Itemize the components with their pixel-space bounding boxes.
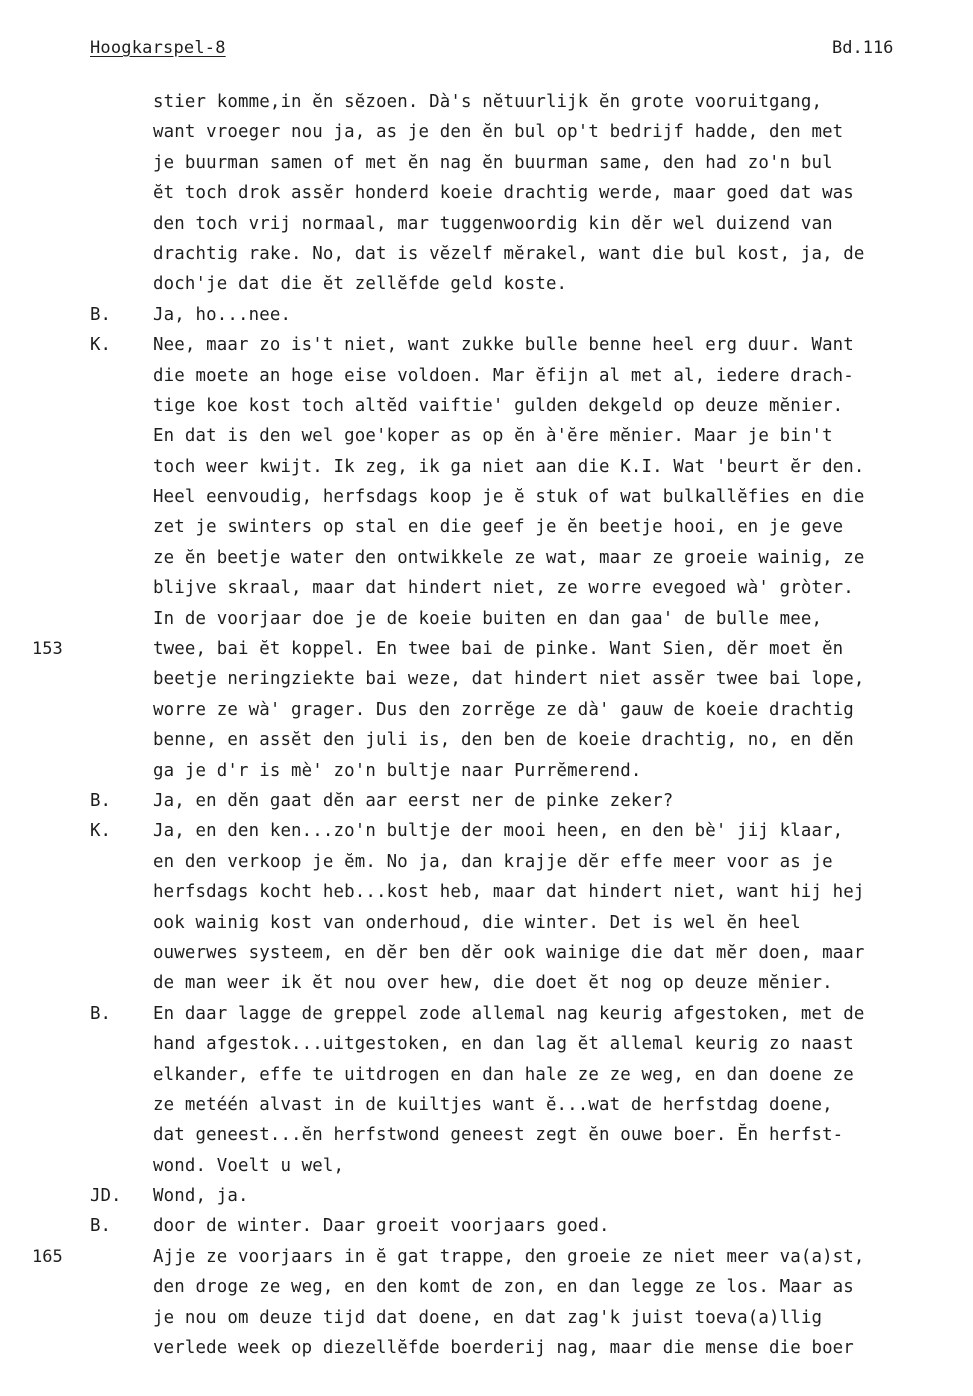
line-text: ze metéén alvast in de kuiltjes want ĕ...wat de herfstdag doene, bbox=[153, 1094, 833, 1115]
line-text: Heel eenvoudig, herfsdags koop je ĕ stuk of wat bulkallĕfies en die bbox=[153, 487, 865, 508]
transcript-line bbox=[0, 1060, 973, 1090]
line-text: Wond, ja. bbox=[153, 1186, 249, 1207]
transcript-line bbox=[0, 117, 973, 147]
line-text: stier komme,in ĕn sĕzoen. Dà's nĕtuurlijk ĕn grote vooruitgang, bbox=[153, 92, 823, 112]
transcript-line bbox=[0, 756, 973, 786]
transcript-line bbox=[0, 87, 973, 117]
line-text: Ajje ze voorjaars in ĕ gat trappe, den groeie ze niet meer va(a)st, bbox=[153, 1246, 865, 1267]
transcript-line bbox=[0, 391, 973, 421]
transcript-line bbox=[0, 968, 973, 998]
speaker-label: JD. bbox=[90, 1186, 122, 1207]
transcript-line bbox=[0, 1211, 973, 1241]
transcript-line bbox=[0, 573, 973, 603]
line-text: ĕt toch drok assĕr honderd koeie drachtig werde, maar goed dat was bbox=[153, 183, 854, 204]
line-text: ook wainig kost van onderhoud, die winter. Det is wel ĕn heel bbox=[153, 912, 801, 933]
transcript-line bbox=[0, 634, 973, 664]
transcript-line bbox=[0, 239, 973, 269]
line-text: verlede week op diezellĕfde boerderij nag, maar die mense die boer bbox=[153, 1338, 854, 1359]
line-text: Nee, maar zo is't niet, want zukke bulle benne heel erg duur. Want bbox=[153, 335, 854, 356]
transcript-line bbox=[0, 300, 973, 330]
line-text: worre ze wà' grager. Dus den zorrĕge ze dà' gauw de koeie drachtig bbox=[153, 699, 854, 720]
line-text: doch'je dat die ĕt zellĕfde geld koste. bbox=[153, 274, 568, 295]
line-text: den droge ze weg, en den komt de zon, en dan legge ze los. Maar as bbox=[153, 1277, 854, 1298]
transcript-line bbox=[0, 1090, 973, 1120]
margin-line-number: 153 bbox=[32, 639, 63, 660]
line-text: toch weer kwijt. Ik zeg, ik ga niet aan die K.I. Wat 'beurt ĕr den. bbox=[153, 456, 865, 477]
line-text: je nou om deuze tijd dat doene, en dat zag'k juist toeva(a)llig bbox=[153, 1307, 823, 1328]
line-text: En daar lagge de greppel zode allemal nag keurig afgestoken, met de bbox=[153, 1003, 865, 1024]
transcript-line bbox=[0, 482, 973, 512]
line-text: Ja, en den ken...zo'n bultje der mooi heen, en den bè' jij klaar, bbox=[153, 821, 844, 842]
line-text: je buurman samen of met ĕn nag ĕn buurman same, den had zo'n bul bbox=[153, 152, 833, 173]
transcript-line bbox=[0, 452, 973, 482]
speaker-label: B. bbox=[90, 1003, 111, 1024]
line-text: die moete an hoge eise voldoen. Mar ĕfijn al met al, iedere drach- bbox=[153, 365, 854, 386]
page-header-title: Hoogkarspel-8 bbox=[90, 38, 226, 58]
transcript-line bbox=[0, 999, 973, 1029]
transcript-line bbox=[0, 512, 973, 542]
line-text: ga je d'r is mè' zo'n bultje naar Purrĕmerend. bbox=[153, 760, 642, 781]
transcript-line bbox=[0, 725, 973, 755]
line-text: zet je swinters op stal en die geef je ĕn beetje hooi, en je geve bbox=[153, 517, 844, 538]
line-text: de man weer ik ĕt nou over hew, die doet ĕt nog op deuze mĕnier. bbox=[153, 973, 833, 994]
transcript-line bbox=[0, 847, 973, 877]
transcript-line bbox=[0, 786, 973, 816]
line-text: ze ĕn beetje water den ontwikkele ze wat, maar ze groeie wainig, ze bbox=[153, 547, 865, 568]
line-text: dat geneest...ĕn herfstwond geneest zegt ĕn ouwe boer. Ĕn herfst- bbox=[153, 1125, 844, 1146]
transcript-line bbox=[0, 816, 973, 846]
line-text: twee, bai ĕt koppel. En twee bai de pinke. Want Sien, dĕr moet ĕn bbox=[153, 639, 844, 660]
transcript-line bbox=[0, 209, 973, 239]
transcript-line bbox=[0, 604, 973, 634]
speaker-label: B. bbox=[90, 1216, 111, 1237]
transcript-line bbox=[0, 421, 973, 451]
transcript-line bbox=[0, 877, 973, 907]
line-text: beetje neringziekte bai weze, dat hindert niet assĕr twee bai lope, bbox=[153, 669, 865, 690]
transcript-line bbox=[0, 330, 973, 360]
line-text: elkander, effe te uitdrogen en dan hale ze ze weg, en dan doene ze bbox=[153, 1064, 854, 1085]
transcript-line bbox=[0, 938, 973, 968]
line-text: In de voorjaar doe je de koeie buiten en dan gaa' de bulle mee, bbox=[153, 608, 823, 629]
transcript-line bbox=[0, 1272, 973, 1302]
line-text: door de winter. Daar groeit voorjaars goed. bbox=[153, 1216, 610, 1237]
transcript-line bbox=[0, 543, 973, 573]
transcript-line bbox=[0, 1303, 973, 1333]
transcript-body bbox=[0, 87, 973, 1377]
speaker-label: K. bbox=[90, 335, 111, 356]
transcript-line bbox=[0, 269, 973, 299]
line-text: wond. Voelt u wel, bbox=[153, 1155, 345, 1176]
speaker-label: B. bbox=[90, 304, 111, 325]
line-text: ouwerwes systeem, en dĕr ben dĕr ook wainige die dat mĕr doen, maar bbox=[153, 942, 865, 963]
line-text: drachtig rake. No, dat is vĕzelf mĕrakel, want die bul kost, ja, de bbox=[153, 243, 865, 264]
speaker-label: K. bbox=[90, 821, 111, 842]
transcript-line bbox=[0, 178, 973, 208]
transcript-line bbox=[0, 908, 973, 938]
speaker-label: B. bbox=[90, 790, 111, 811]
transcript-line bbox=[0, 1181, 973, 1211]
line-text: want vroeger nou ja, as je den ĕn bul op't bedrijf hadde, den met bbox=[153, 122, 844, 143]
transcript-line bbox=[0, 1333, 973, 1363]
line-text: en den verkoop je ĕm. No ja, dan krajje dĕr effe meer voor as je bbox=[153, 851, 833, 872]
line-text: den toch vrij normaal, mar tuggenwoordig kin dĕr wel duizend van bbox=[153, 213, 833, 234]
transcript-line bbox=[0, 1151, 973, 1181]
transcript-line bbox=[0, 1242, 973, 1272]
line-text: herfsdags kocht heb...kost heb, maar dat hindert niet, want hij hej bbox=[153, 882, 865, 903]
transcript-line bbox=[0, 1120, 973, 1150]
line-text: En dat is den wel goe'koper as op ĕn à'ĕre mĕnier. Maar je bin't bbox=[153, 426, 833, 447]
line-text: benne, en assĕt den juli is, den ben de koeie drachtig, no, en dĕn bbox=[153, 730, 854, 751]
transcript-line bbox=[0, 361, 973, 391]
transcript-line bbox=[0, 664, 973, 694]
transcript-line bbox=[0, 695, 973, 725]
transcript-line bbox=[0, 1029, 973, 1059]
transcript-line bbox=[0, 148, 973, 178]
line-text: hand afgestok...uitgestoken, en dan lag ĕt allemal keurig zo naast bbox=[153, 1034, 854, 1055]
line-text: tige koe kost toch altĕd vaiftie' gulden dekgeld op deuze mĕnier. bbox=[153, 395, 844, 416]
page-reference: Bd.116 bbox=[832, 38, 894, 58]
line-text: Ja, ho...nee. bbox=[153, 304, 292, 325]
line-text: Ja, en dĕn gaat dĕn aar eerst ner de pinke zeker? bbox=[153, 790, 674, 811]
line-text: blijve skraal, maar dat hindert niet, ze worre evegoed wà' gròter. bbox=[153, 578, 854, 599]
margin-line-number: 165 bbox=[32, 1246, 63, 1267]
